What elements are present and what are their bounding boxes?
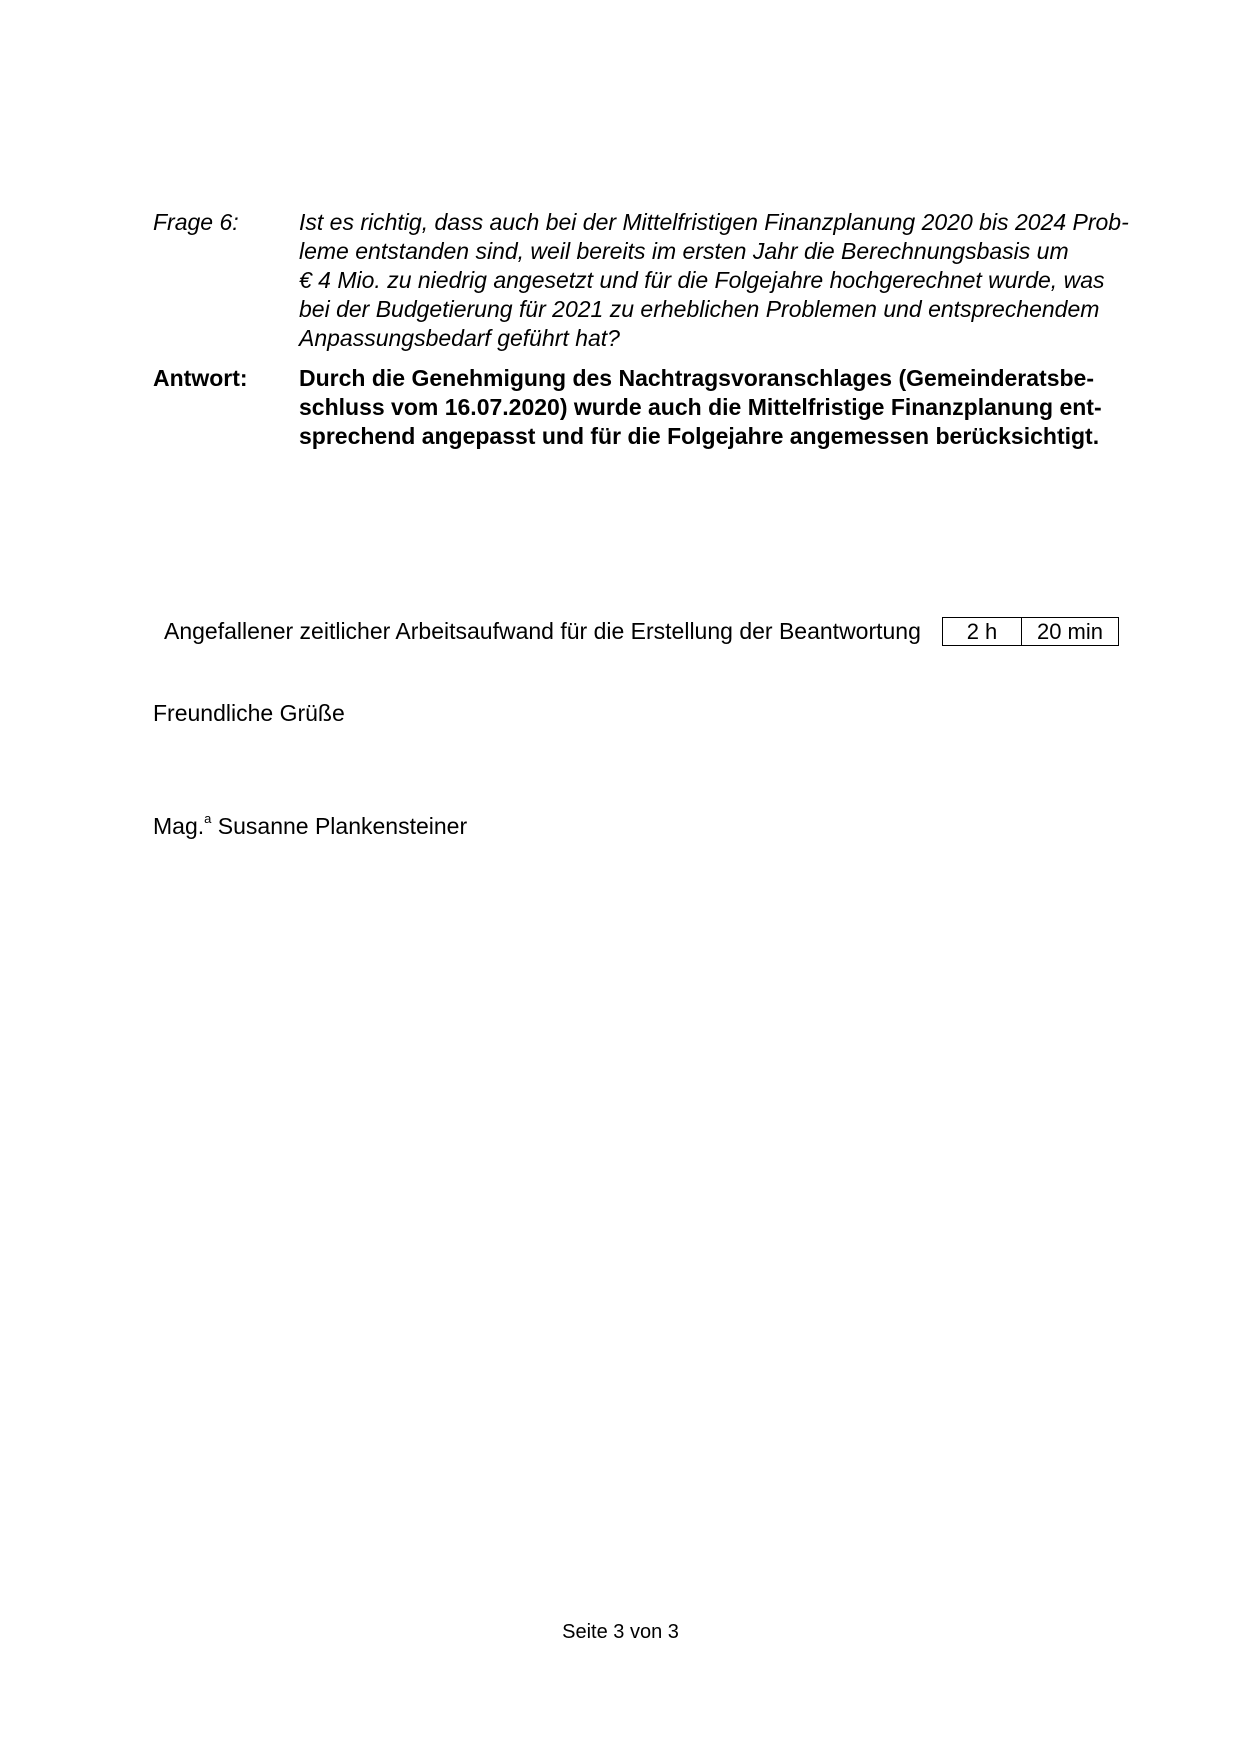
question-line: Anpassungsbedarf geführt hat?	[299, 325, 620, 351]
page-number: Seite 3 von 3	[562, 1621, 679, 1643]
closing-greeting: Freundliche Grüße	[153, 700, 345, 726]
answer-block	[153, 364, 1133, 451]
workload-hours: 2 h	[943, 618, 1022, 645]
question-block	[153, 208, 1133, 353]
workload-minutes: 20 min	[1036, 618, 1104, 644]
signature-title: Mag.	[153, 813, 205, 839]
answer-line: Durch die Genehmigung des Nachtragsvoranschlages (Gemeinderatsbe-	[299, 365, 1094, 391]
signature-title-superscript: a	[204, 811, 212, 826]
answer-label: Antwort:	[153, 365, 248, 391]
answer-line: sprechend angepasst und für die Folgejahre angemessen berücksichtigt.	[299, 423, 1100, 449]
workload-label: Angefallener zeitlicher Arbeitsaufwand für die Erstellung der Beantwortung	[164, 618, 921, 644]
question-line: bei der Budgetierung für 2021 zu erheblichen Problemen und entsprechendem	[299, 296, 1100, 322]
question-line: € 4 Mio. zu niedrig angesetzt und für die Folgejahre hochgerechnet wurde, was	[299, 267, 1105, 293]
answer-line: schluss vom 16.07.2020) wurde auch die Mittelfristige Finanzplanung ent-	[299, 394, 1102, 420]
question-label: Frage 6:	[153, 209, 239, 235]
workload-table	[942, 617, 1119, 646]
question-text	[299, 208, 1133, 353]
signature	[153, 813, 467, 840]
question-line: leme entstanden sind, weil bereits im ersten Jahr die Berechnungsbasis um	[299, 238, 1069, 264]
answer-text	[299, 364, 1133, 451]
signature-name: Susanne Plankensteiner	[217, 813, 468, 839]
question-line: Ist es richtig, dass auch bei der Mittelfristigen Finanzplanung 2020 bis 2024 Prob-	[299, 209, 1129, 235]
workload-row	[164, 617, 1120, 646]
